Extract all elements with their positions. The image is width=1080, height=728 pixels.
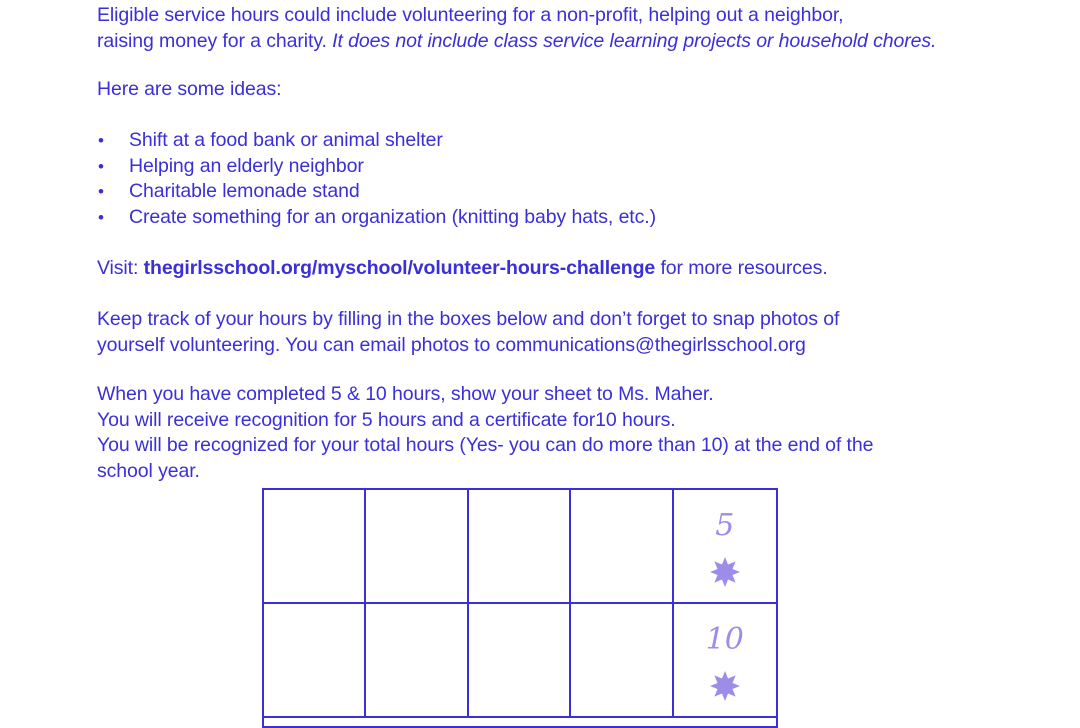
milestone-5-label: 5 bbox=[715, 508, 735, 543]
resources-link[interactable]: thegirlsschool.org/myschool/volunteer-hours-challenge bbox=[143, 257, 656, 279]
ideas-heading: Here are some ideas: bbox=[97, 78, 282, 100]
idea-text: Create something for an organization (knitting baby hats, etc.) bbox=[129, 205, 656, 228]
idea-item bbox=[97, 154, 997, 180]
hour-box[interactable] bbox=[264, 490, 366, 604]
milestone-10-label: 10 bbox=[705, 622, 744, 657]
hour-box[interactable] bbox=[366, 604, 468, 718]
intro-line-2-regular: raising money for a charity. bbox=[97, 29, 333, 52]
intro-paragraph bbox=[97, 3, 997, 54]
intro-line-2-italic: It does not include class service learning projects or household chores. bbox=[332, 29, 937, 52]
bullet-icon: • bbox=[98, 131, 104, 150]
hour-box[interactable] bbox=[571, 604, 673, 718]
hour-box[interactable] bbox=[366, 490, 468, 604]
idea-item bbox=[97, 179, 997, 205]
hour-box[interactable] bbox=[469, 490, 571, 604]
hour-box[interactable] bbox=[469, 604, 571, 718]
recognition-line-1: When you have completed 5 & 10 hours, show your sheet to Ms. Maher. bbox=[97, 383, 714, 405]
milestone-box-5[interactable] bbox=[674, 490, 776, 604]
visit-line bbox=[97, 256, 997, 282]
ideas-list bbox=[97, 128, 997, 230]
idea-text: Charitable lemonade stand bbox=[129, 180, 360, 202]
star-icon bbox=[709, 556, 741, 588]
visit-suffix: for more resources. bbox=[655, 257, 828, 279]
idea-item bbox=[97, 205, 997, 231]
intro-line-2 bbox=[97, 29, 997, 55]
recognition-line-2: You will receive recognition for 5 hours and a certificate for10 hours. bbox=[97, 408, 676, 431]
idea-text: Helping an elderly neighbor bbox=[129, 154, 364, 177]
hour-box[interactable] bbox=[571, 490, 673, 604]
idea-text: Shift at a food bank or animal shelter bbox=[129, 129, 443, 151]
bullet-icon: • bbox=[98, 156, 104, 176]
milestone-box-10[interactable] bbox=[674, 604, 776, 718]
recognition-paragraph bbox=[97, 382, 997, 484]
track-paragraph bbox=[97, 307, 997, 358]
hour-box[interactable] bbox=[264, 604, 366, 718]
intro-line-1: Eligible service hours could include volunteering for a non-profit, helping out a neighbor, bbox=[97, 4, 844, 26]
track-line-1: Keep track of your hours by filling in the boxes below and don’t forget to snap photos of bbox=[97, 308, 840, 330]
bullet-icon: • bbox=[98, 207, 104, 227]
track-line-2: yourself volunteering. You can email photos to communications@thegirlsschool.org bbox=[97, 333, 806, 356]
hours-tracker-grid bbox=[262, 488, 778, 728]
visit-prefix: Visit: bbox=[97, 257, 144, 279]
recognition-line-3: You will be recognized for your total hours (Yes- you can do more than 10) at the end of the bbox=[97, 434, 874, 456]
recognition-line-4: school year. bbox=[97, 459, 200, 482]
bullet-icon: • bbox=[98, 182, 104, 201]
idea-item bbox=[97, 128, 997, 154]
